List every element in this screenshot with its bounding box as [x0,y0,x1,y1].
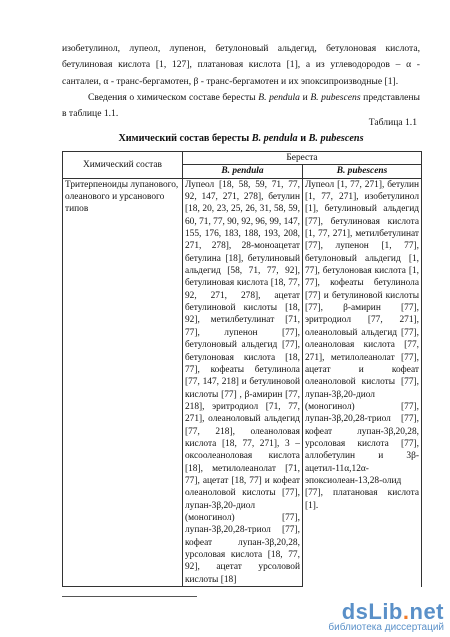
intro-paragraph-1: изобетулинол, лупеол, лупенон, бетулоновый альдегид, бетулоновая кислота, бетулиновая кислота [1, 127], платановая кислота [1], а из углеводородов – α - санталеи, α - транс-бергамотен, β - транс-бергамотен и их эпоксипроизводные [1]. [62,43,420,87]
row-label-triterpenoids: Тритерпеноиды лупанового, олеанового и урсанового типов [63,178,183,586]
watermark-brand-a: dsLib [341,599,403,624]
table-row [63,178,422,586]
watermark [328,599,444,633]
watermark-subtitle: библиотека диссертаций [328,622,444,633]
header-birch-bark: Береста [182,152,421,165]
cell-pubescens-composition: Лупеол [1, 77, 271], бетулин [1, 77, 271], изобетулинол [1], бетулиновый альдегид [77], бетулиновая кислота [1, 77, 271], метилбетулинат [77], лупенон [1, 77], бетулоновый альдегид [1, 77], бетулоновая кислота [1, 77], кофеаты бетулинола [77] и бетулиновой кислоты [77], β-амирин [77], эритродиол [77, 271], олеаноловый альдегид [77], олеаноловая кислота [77, 271], метилолеанолат [77], ацетат и кофеат олеаноловой кислоты [77], лупан-3β,20-диол (моногинол) [77], лупан-3β,20,28-триол [77], кофеат лупан-3β,20,28, урсоловая кислота [77], аллобетулин и 3β-ацетил-11α,12α-эпоксиолеан-13,28-олид [77], платановая кислота [1]. [302,178,421,586]
header-pendula: B. pendula [182,165,302,178]
cell-pendula-composition: Лупеол [18, 58, 59, 71, 77, 92, 147, 271, 278], бетулин [18, 20, 23, 25, 26, 31, 58, 59, 60, 71, 77, 90, 92, 96, 99, 147, 155, 176, 183, 188, 193, 208, 271, 278], 28-моноацетат бетулина [18], бетулиновый альдегид [58, 71, 77, 92], бетулиновая кислота [18, 77, 92, 271, 278], ацетат бетулиновой кислоты [18, 92], метилбетулинат [71, 77], лупенон [77], бетулоновый альдегид [77], бетулоновая кислота [18, 77], кофеаты бетулинола [77, 147, 218] и бетулиновой кислоты [77] , β-амирин [77, 218], эритродиол [71, 77, 271], олеаноловый альдегид [77, 218], олеаноловая кислота [18, 77, 271], 3 – оксоолеаноловая кислота [18], метилолеанолат [71, 77], ацетат [18, 77] и кофеат олеаноловой кислоты [77], лупан-3β,20-диол (моногинол) [77], лупан-3β,20,28-триол [77], кофеат лупан-3β,20,28, урсоловая кислота [18, 77, 92], ацетат урсоловой кислоты [18] [182,178,302,586]
header-pubescens: B. pubescens [302,165,421,178]
table-header-row [63,152,422,165]
intro-text [62,41,420,122]
intro-p2-and: и [299,91,311,103]
intro-paragraph-2 [62,90,420,123]
table-number: Таблица 1.1 [368,117,417,128]
intro-p2-pendula: B. pendula [258,91,300,103]
chemical-composition-table [62,151,422,587]
watermark-brand-b: net [409,599,444,624]
table-title-prefix: Химический состав бересты [118,133,252,144]
table-title-pendula: B. pendula [251,133,298,144]
intro-p2-end: представлены в таблице 1.1. [62,91,420,120]
header-chemical-composition: Химический состав [63,152,183,179]
table-title [62,133,420,144]
table-title-and: и [297,133,309,144]
watermark-brand-dot: . [402,599,410,624]
footnote-divider [62,596,197,597]
table-title-pubescens: B. pubescens [308,133,364,144]
intro-p2-pubescens: B. pubescens [310,91,361,103]
intro-p2-start: Сведения о химическом составе бересты [88,91,259,103]
